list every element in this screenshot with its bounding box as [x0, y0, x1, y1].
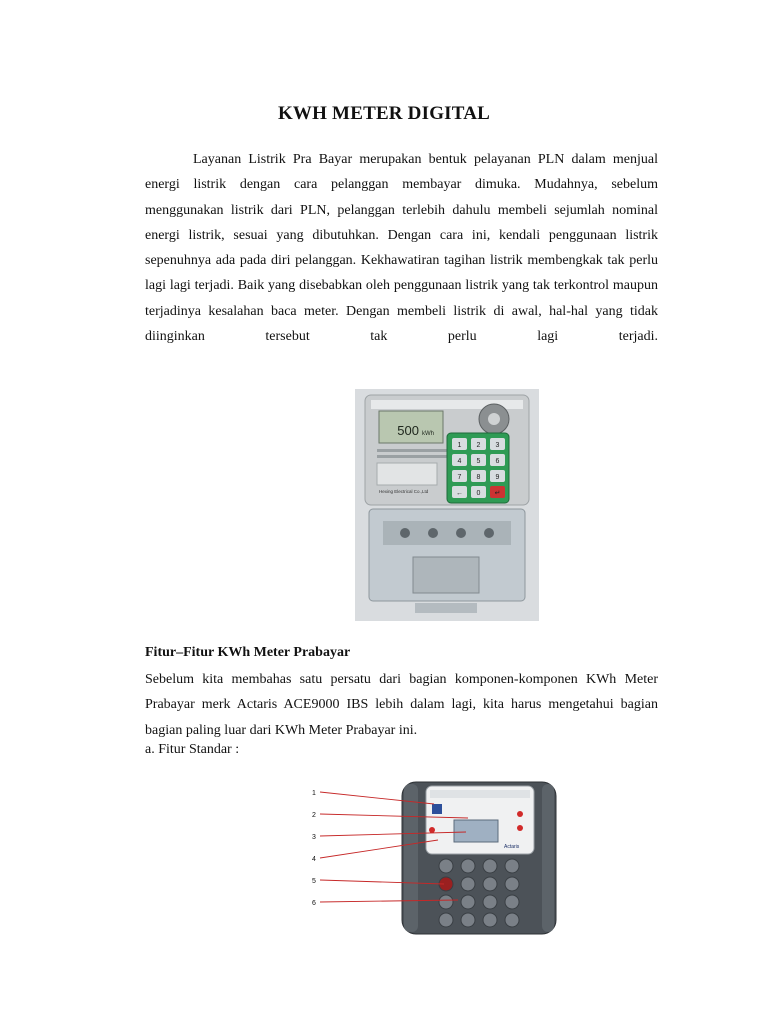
meter-brand: Actaris	[504, 844, 520, 850]
keypad-key-label: 9	[495, 474, 500, 481]
keypad-key-label: 8	[476, 474, 481, 481]
keypad-key-label: 2	[476, 442, 481, 449]
callout-number: 6	[312, 900, 316, 907]
meter-key	[505, 859, 519, 873]
keypad-key-label: 6	[495, 458, 500, 465]
features-paragraph: Sebelum kita membahas satu persatu dari bagian komponen-komponen KWh Meter Prabayar merk Actaris ACE9000 IBS lebih dalam lagi, kita harus mengetahui bagian bagian paling luar dari KWh Meter Prabayar ini.	[145, 672, 658, 738]
callout-number: 1	[312, 790, 316, 797]
meter-key	[461, 913, 475, 927]
meter-key	[439, 913, 453, 927]
callout-number: 5	[312, 878, 316, 885]
kwh-meter-photo	[355, 389, 539, 621]
meter-key	[439, 859, 453, 873]
meter-lcd	[454, 820, 498, 842]
callout-number: 4	[312, 856, 316, 863]
actaris-meter-diagram	[308, 778, 560, 938]
callout-number: 2	[312, 812, 316, 819]
meter-key	[505, 895, 519, 909]
meter-key	[483, 913, 497, 927]
keypad-key-label: 7	[457, 474, 462, 481]
meter-key	[439, 895, 453, 909]
meter-key	[461, 877, 475, 891]
keypad-key-label: ↵	[494, 490, 501, 497]
meter-key	[483, 859, 497, 873]
keypad-key-label: 3	[495, 442, 500, 449]
keypad-key-label: 5	[476, 458, 481, 465]
manufacturer-label: Hexing Electrical Co.,Ltd	[379, 489, 429, 494]
keypad-key-label: 4	[457, 458, 462, 465]
meter-key	[505, 913, 519, 927]
meter-key	[483, 895, 497, 909]
intro-paragraph: Layanan Listrik Pra Bayar merupakan bentuk pelayanan PLN dalam menjual energi listrik dengan cara pelanggan membayar dimuka. Mudahnya, sebelum menggunakan listrik dari PLN, pelanggan terlebih dahulu membeli sejumlah nominal energi listrik, sesuai yang dibutuhkan. Dengan cara ini, kendali penggunaan listrik sepenuhnya ada pada diri pelanggan. Kekhawatiran tagihan listrik membengkak tak perlu lagi lagi terjadi. Baik yang disebabkan oleh penggunaan listrik yang tak terkontrol maupun terjadinya kesalahan baca meter. Dengan membeli listrik di awal, hal-hal yang tidak diinginkan tersebut tak perlu lagi terjadi.	[145, 152, 658, 345]
keypad-key-label: 0	[476, 490, 481, 497]
meter-key	[505, 877, 519, 891]
meter-key	[483, 877, 497, 891]
list-item-standard-features: a. Fitur Standar :	[145, 742, 240, 757]
section-heading: Fitur–Fitur KWh Meter Prabayar	[145, 645, 351, 660]
page-title: KWH METER DIGITAL	[277, 103, 491, 124]
lcd-value: 500	[397, 423, 419, 438]
meter-key	[461, 895, 475, 909]
meter-key	[461, 859, 475, 873]
callout-number: 3	[312, 834, 316, 841]
lcd-unit: kWh	[422, 431, 434, 437]
keypad-key-label: ←	[456, 490, 463, 497]
keypad-key-label: 1	[457, 442, 462, 449]
